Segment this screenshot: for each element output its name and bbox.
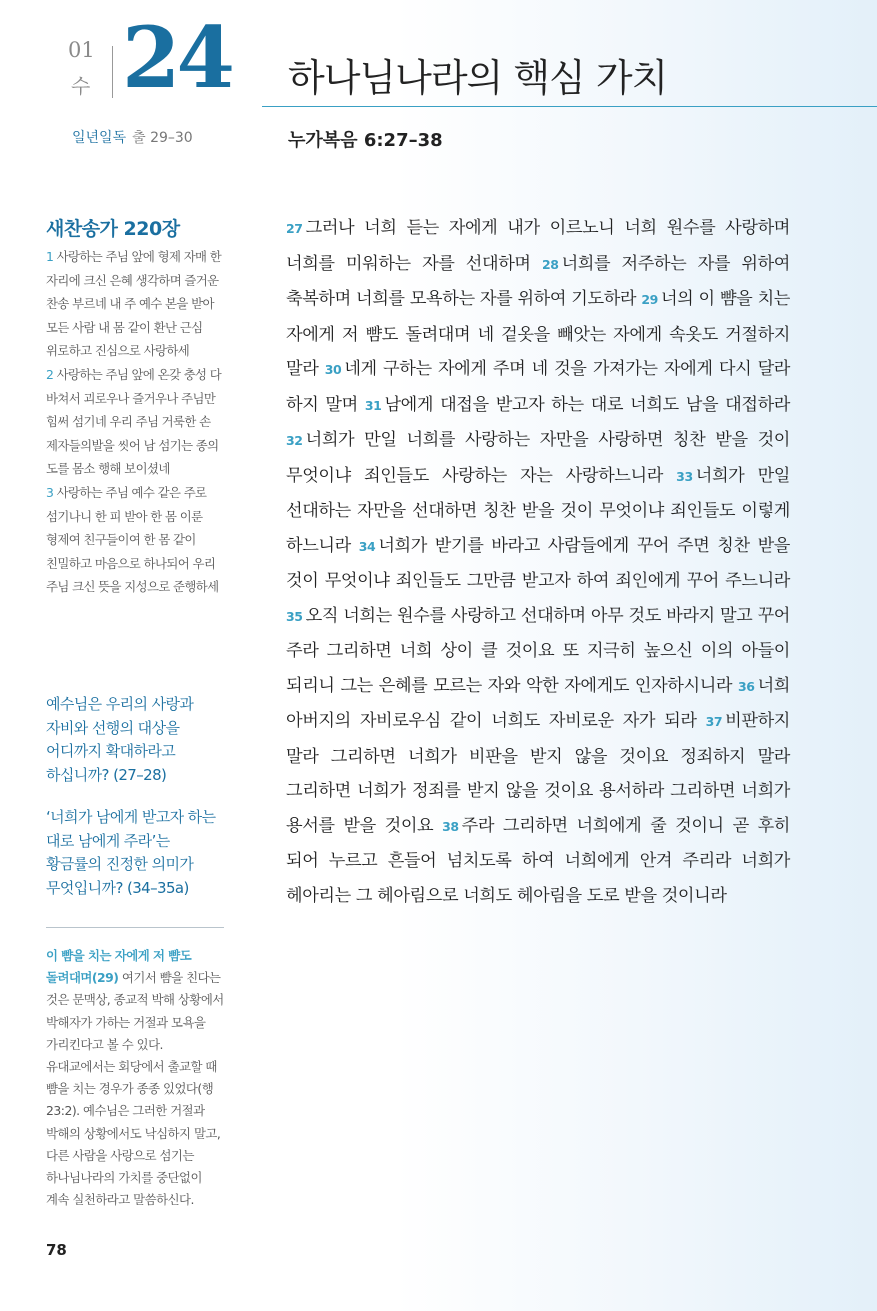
- verse-text: 너희를 저주하는 자를 위하여 축복하며 너희를 모욕하는 자를 위하여 기도하라: [286, 253, 790, 309]
- hymn-verse-text: 사랑하는 주님 예수 같은 주로 섬기나니 한 피 받아 한 몸 이룬 형제여 친구들이여 한 몸 같이 친밀하고 마음으로 하나되어 우리 주님 크신 뜻을 지성으로 준행하세: [46, 484, 219, 595]
- verse-number: 29: [641, 292, 658, 307]
- verse-text: 오직 너희는 원수를 사랑하고 선대하며 아무 것도 바라지 말고 꾸어 주라 그리하면 너희 상이 클 것이요 또 지극히 높으신 이의 아들이 되리니 그는 은혜를 모르는 자와 악한 자에게도 인자하시니라: [286, 605, 790, 696]
- verse-text: 너희가 만일 너희를 사랑하는 자만을 사랑하면 칭찬 받을 것이 무엇이냐 죄인들도 사랑하는 자는 사랑하느니라: [286, 430, 790, 486]
- verse-number: 37: [705, 714, 723, 729]
- verse-number: 34: [358, 538, 376, 554]
- hymn-lyrics: [46, 245, 226, 599]
- verse-text: 비판하지 말라 그리하면 너희가 비판을 받지 않을 것이요 정죄하지 말라 그리하면 너희가 정죄를 받지 않을 것이요 용서하라 그리하면 너희가 용서를 받을 것이요: [286, 711, 790, 836]
- verse-text: 네게 구하는 자에게 주며 네 것을 가져가는 자에게 다시 달라 하지 말며: [286, 359, 790, 415]
- verse-text: 주라 그리하면 너희에게 줄 것이니 곧 후히 되어 누르고 흔들어 넘치도록 하여 너희에게 안겨 주리라 너희가 헤아리는 그 헤아림으로 너희도 헤아림을 도로 받을 것이니라: [286, 815, 790, 906]
- hymn-verse-text: 사랑하는 주님 앞에 온갖 충성 다 바쳐서 괴로우나 즐거우나 주님만 힘써 섬기네 우리 주님 거룩한 손 제자들의발을 씻어 남 섬기는 종의 도를 몸소 행해 보이셨네: [46, 366, 222, 477]
- month-number: 01: [68, 38, 95, 62]
- commentary-heading: 이 뺨을 치는 자에게 저 뺨도 돌려대며(29): [46, 948, 192, 986]
- verse-number: 28: [541, 256, 559, 272]
- page-title: 하나님나라의 핵심 가치: [288, 56, 668, 100]
- sidebar-divider: [46, 927, 224, 928]
- reading-plan: [72, 127, 193, 147]
- verse-number: 35: [286, 608, 303, 624]
- verse-text: 너의 이 뺨을 치는 자에게 저 뺨도 돌려대며 네 겉옷을 빼앗는 자에게 속옷도 거절하지 말라: [286, 289, 790, 379]
- verse-text: 너희 아버지의 자비로우심 같이 너희도 자비로운 자가 되라: [286, 675, 790, 731]
- reading-plan-label: 일년일독: [72, 130, 127, 146]
- verse-number: 30: [324, 362, 342, 377]
- commentary-body: 여기서 뺨을 친다는 것은 문맥상, 종교적 박해 상황에서 박해자가 가하는 거절과 모욕을 가리킨다고 볼 수 있다. 유대교에서는 회당에서 출교할 때 뺨을 치는 경우가 종종 있었다(행 23:2). 예수님은 그러한 거절과 박해의 상황에서도 낙심하지 말고, 다른 사람을 사랑으로 섬기는 하나님나라의 가치를 중단없이 계속 실천하라고 말씀하신다.: [46, 970, 224, 1208]
- meditation-question-2: ‘너희가 남에게 받고자 하는 대로 남에게 주라’는 황금률의 진정한 의미가 무엇입니까? (34–35a): [46, 808, 216, 897]
- commentary-note: [46, 945, 226, 1211]
- reading-plan-value: 출 29–30: [132, 130, 193, 146]
- verse-number: 33: [676, 468, 693, 484]
- hymn-title: 새찬송가 220장: [46, 218, 180, 240]
- weekday: 수: [71, 74, 91, 98]
- title-rule: [262, 106, 877, 107]
- hymn-verse-number: 2: [46, 366, 54, 382]
- verse-text: 그러나 너희 듣는 자에게 내가 이르노니 너희 원수를 사랑하며 너희를 미워하는 자를 선대하며: [286, 218, 790, 274]
- page-number: 78: [46, 1241, 67, 1259]
- verse-number: 27: [286, 221, 303, 236]
- verse-number: 38: [442, 818, 459, 834]
- verse-number: 32: [286, 433, 303, 448]
- scripture-text: [286, 211, 790, 913]
- verse-text: 남에게 대접을 받고자 하는 대로 너희도 남을 대접하라: [384, 394, 790, 415]
- date-divider: [112, 46, 113, 98]
- passage-reference: 누가복음 6:27–38: [288, 130, 443, 151]
- verse-number: 36: [737, 678, 755, 694]
- hymn-verse-text: 사랑하는 주님 앞에 형제 자매 한 자리에 크신 은혜 생각하며 즐거운 찬송 부르네 내 주 예수 본을 받아 모든 사람 내 몸 같이 환난 근심 위로하고 진심으로 사랑하세: [46, 249, 222, 359]
- verse-number: 31: [364, 397, 382, 413]
- verse-text: 너희가 만일 선대하는 자만을 선대하면 칭찬 받을 것이 무엇이냐 죄인들도 이렇게 하느니라: [286, 465, 790, 556]
- verse-text: 너희가 받기를 바라고 사람들에게 꾸어 주면 칭찬 받을 것이 무엇이냐 죄인들도 그만큼 받고자 하여 죄인에게 꾸어 주느니라: [286, 535, 790, 591]
- day-number: 24: [122, 8, 231, 107]
- hymn-verse-number: 3: [46, 484, 54, 500]
- hymn-verse-number: 1: [46, 249, 54, 264]
- meditation-question-1: 예수님은 우리의 사랑과 자비와 선행의 대상을 어디까지 확대하라고 하십니까? (27–28): [46, 695, 194, 784]
